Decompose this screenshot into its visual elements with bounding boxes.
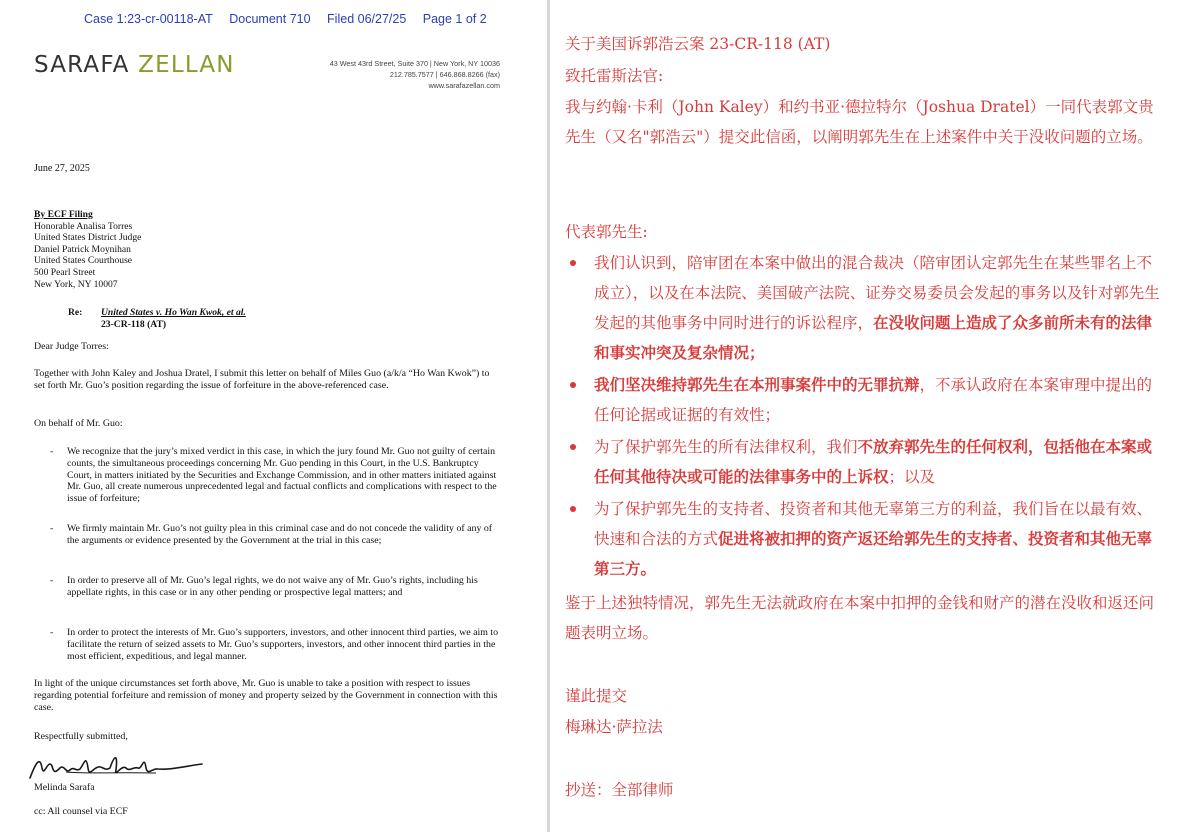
list-item	[34, 575, 504, 599]
recipient-line: Daniel Patrick Moynihan	[34, 243, 131, 255]
translation-cc: 抄送：全部律师	[565, 781, 674, 799]
cc-line: cc: All counsel via ECF	[34, 806, 128, 817]
firm-address	[268, 58, 500, 91]
item-text-bold: 我们坚决维持郭先生在本刑事案件中的无罪抗辩	[594, 375, 920, 394]
translation-intro: 我与约翰·卡利（John Kaley）和约书亚·德拉特尔（Joshua Dratel）一同代表郭文贵先生（又名"郭浩云"）提交此信函，以阐明郭先生在上述案件中关于没收问题的立场。	[565, 98, 1154, 146]
address-website: www.sarafazellan.com	[428, 81, 500, 90]
list-item	[34, 523, 504, 547]
item-text-tail: ，不承认政府在本案审理中提出的任何论据或证据的有效性；	[594, 376, 1153, 424]
translation-list-item	[594, 248, 1162, 368]
dash-bullet: -	[50, 523, 54, 534]
ecf-case-number: Case 1:23-cr-00118-AT	[84, 12, 213, 26]
filing-method: By ECF Filing	[34, 209, 93, 220]
recipient-line: United States Courthouse	[34, 255, 133, 267]
bullet-dot	[570, 382, 576, 388]
closing-paragraph: In light of the unique circumstances set forth above, Mr. Guo is unable to take a position with respect to issues regarding potential forfeiture and remission of money and property seized by the Government in connection with this case.	[34, 678, 498, 713]
re-subject	[101, 307, 246, 330]
english-letter-page	[0, 0, 545, 832]
recipient-block	[34, 209, 141, 290]
dash-bullet: -	[50, 446, 54, 457]
item-text: 为了保护郭先生的支持者、投资者和其他无辜第三方的利益，我们旨在以最有效、快速和合法的方式	[594, 500, 1153, 548]
item-text-bold: 促进将被扣押的资产返还给郭先生的支持者、投资者和其他无辜第三方。	[594, 529, 1153, 578]
item-text-bold: 不放弃郭先生的任何权利，包括他在本案或任何其他待决或可能的法律事务中的上诉权	[594, 437, 1153, 486]
translation-list-item	[594, 432, 1162, 492]
list-item-text: In order to protect the interests of Mr. Guo’s supporters, investors, and other innocent third parties, we aim to facilitate the return of seized assets to Mr. Guo’s supporters, investors, and other innocent third parties in the most efficient, expeditious, and legal manner.	[67, 627, 499, 662]
page-divider	[547, 0, 550, 832]
list-item-text: We firmly maintain Mr. Guo’s not guilty plea in this criminal case and do not concede the validity of any of the arguments or evidence presented by the Government at the trial in this case;	[67, 523, 493, 546]
re-label: Re:	[68, 307, 83, 318]
translation-respectfully: 谨此提交	[565, 687, 628, 705]
respectfully-submitted: Respectfully submitted,	[34, 731, 128, 742]
recipient-line: Honorable Analisa Torres	[34, 220, 133, 232]
translation-signer: 梅琳达·萨拉法	[565, 718, 663, 736]
bullet-dot	[570, 506, 576, 512]
recipient-line: New York, NY 10007	[34, 278, 118, 290]
translation-closing: 鉴于上述独特情况，郭先生无法就政府在本案中扣押的金钱和财产的潜在没收和返还问题表明立场。	[565, 594, 1155, 642]
item-text: 我们认识到，陪审团在本案中做出的混合裁决（陪审团认定郭先生在某些罪名上不成立），以及在本法院、美国破产法院、证券交易委员会发起的事务以及针对郭先生发起的其他事务中同时进行的诉讼程序，	[594, 254, 1160, 332]
ecf-page-count: Page 1 of 2	[422, 12, 487, 26]
list-item-text: We recognize that the jury’s mixed verdict in this case, in which the jury found Mr. Guo not guilty of certain counts, the simultaneous proceedings concerning Mr. Guo pending in this Court, in the U.S. Bankruptcy Court, in matters initiated by the Securities and Exchange Commission, and in other matters initiated against Mr. Guo, all create numerous unprecedented legal and factual conflicts and complications with respect to the issue of forfeiture;	[67, 446, 497, 505]
list-item-text: In order to preserve all of Mr. Guo’s legal rights, we do not waive any of Mr. Guo’s rights, including his appellate rights, in this case or in any other pending or prospective legal matters; and	[67, 575, 478, 598]
logo-sarafa: SARAFA	[34, 52, 130, 78]
re-case-name: United States v. Ho Wan Kwok, et al.	[101, 307, 246, 318]
letter-date: June 27, 2025	[34, 163, 90, 174]
recipient-line: 500 Pearl Street	[34, 266, 96, 278]
firm-logo	[34, 52, 235, 78]
translation-list-item	[594, 494, 1162, 584]
address-phone: 212.785.7577 | 646.868.8266 (fax)	[389, 70, 500, 79]
bullet-dot	[570, 444, 576, 450]
list-item	[34, 627, 504, 662]
logo-zellan: ZELLAN	[138, 52, 235, 78]
item-text-tail: ；以及	[888, 468, 936, 486]
item-text: 为了保护郭先生的所有法律权利，我们	[594, 438, 858, 456]
salutation: Dear Judge Torres:	[34, 341, 109, 352]
item-text-bold: 在没收问题上造成了众多前所未有的法律和事实冲突及复杂情况；	[594, 313, 1153, 362]
list-item	[34, 446, 504, 505]
translation-title: 关于美国诉郭浩云案 23-CR-118 (AT)	[565, 35, 831, 53]
dash-bullet: -	[50, 627, 54, 638]
dash-bullet: -	[50, 575, 54, 586]
translation-on-behalf: 代表郭先生:	[565, 223, 648, 241]
chinese-translation-page	[555, 0, 1195, 832]
recipient-line: United States District Judge	[34, 232, 142, 244]
ecf-header	[84, 12, 500, 26]
intro-paragraph: Together with John Kaley and Joshua Dratel, I submit this letter on behalf of Miles Guo (a/k/a “Ho Wan Kwok”) to set forth Mr. Guo’s position regarding the issue of forfeiture in the above-referenced case.	[34, 368, 490, 391]
ecf-filed-date: Filed 06/27/25	[327, 12, 407, 26]
on-behalf-line: On behalf of Mr. Guo:	[34, 418, 123, 429]
re-case-number: 23-CR-118 (AT)	[101, 318, 167, 330]
translation-greeting: 致托雷斯法官:	[565, 67, 664, 85]
ecf-document-number: Document 710	[229, 12, 311, 26]
bullet-dot	[570, 260, 576, 266]
address-street: 43 West 43rd Street, Suite 370 | New York, NY 10036	[329, 59, 500, 68]
translation-list-item	[594, 370, 1162, 430]
signer-name: Melinda Sarafa	[34, 782, 95, 793]
